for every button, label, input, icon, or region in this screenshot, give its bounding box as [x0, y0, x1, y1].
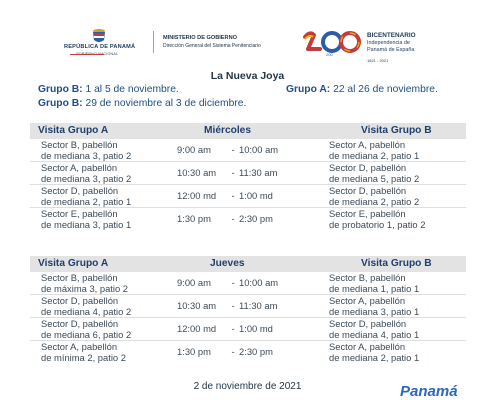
start-time: 1:30 pm: [177, 346, 211, 357]
group-b-cell: Sector B, pabellón de mediana 1, patio 1: [329, 272, 420, 294]
group-b-cell: Sector A, pabellón de mediana 2, patio 1: [329, 139, 420, 161]
group-a-cell: Sector A, pabellón de mediana 3, patio 2: [41, 162, 132, 184]
table-header: [30, 256, 466, 272]
header-right: Visita Grupo B: [361, 125, 432, 136]
group-schedule-3: [38, 98, 246, 109]
table-row: [30, 208, 466, 230]
schedule-table-thursday: [30, 256, 466, 363]
schedule-table-wednesday: [30, 123, 466, 230]
bicentenario-years: 1821 - 2021: [367, 58, 389, 63]
group-dates: 29 de noviembre al 3 de diciembre.: [82, 98, 247, 109]
group-dates: 1 al 5 de noviembre.: [82, 84, 179, 95]
table-row: [30, 295, 466, 318]
republic-sublabel: GOBIERNO NACIONAL: [76, 52, 119, 56]
time-separator: -: [231, 277, 235, 288]
end-time: 10:00 am: [239, 144, 279, 155]
header-day: Jueves: [210, 258, 245, 269]
end-time: 2:30 pm: [239, 213, 273, 224]
table-row: [30, 185, 466, 208]
group-label: Grupo B:: [38, 98, 83, 109]
group-a-cell: Sector D, pabellón de mediana 6, patio 2: [41, 318, 132, 340]
table-header: [30, 123, 466, 139]
start-time: 12:00 md: [177, 190, 217, 201]
group-b-cell: Sector E, pabellón de probatorio 1, patio 2: [329, 208, 426, 230]
start-time: 9:00 am: [177, 277, 211, 288]
group-label: Grupo A:: [286, 84, 331, 95]
time-separator: -: [231, 323, 235, 334]
group-b-cell: Sector D, pabellón de mediana 2, patio 2: [329, 185, 420, 207]
group-a-cell: Sector D, pabellón de mediana 4, patio 2: [41, 295, 132, 317]
group-a-cell: Sector D, pabellón de mediana 2, patio 1: [41, 185, 132, 207]
ministry-title: MINISTERIO DE GOBIERNO: [163, 35, 237, 41]
bicentenario-line-1: Independencia de: [367, 40, 410, 46]
group-b-cell: Sector D, pabellón de mediana 4, patio 1: [329, 318, 420, 340]
end-time: 1:00 md: [239, 323, 273, 334]
table-row: [30, 272, 466, 295]
time-separator: -: [231, 167, 235, 178]
group-a-cell: Sector B, pabellón de máxima 3, patio 2: [41, 272, 129, 294]
publication-date: 2 de noviembre de 2021: [193, 381, 302, 392]
page-header: [0, 0, 495, 62]
time-separator: -: [231, 300, 235, 311]
start-time: 1:30 pm: [177, 213, 211, 224]
group-a-cell: Sector A, pabellón de mínima 2, patio 2: [41, 341, 126, 363]
table-row: [30, 318, 466, 341]
group-a-cell: Sector E, pabellón de mediana 3, patio 1: [41, 208, 132, 230]
svg-text:200: 200: [326, 52, 333, 57]
end-time: 11:30 am: [239, 167, 278, 178]
group-label: Grupo B:: [38, 84, 83, 95]
header-divider: [153, 31, 154, 53]
time-separator: -: [231, 190, 235, 201]
republic-label: REPÚBLICA DE PANAMÁ: [64, 44, 136, 50]
bicentenario-logo-icon: [302, 27, 362, 57]
table-row: [30, 139, 466, 162]
time-separator: -: [231, 144, 235, 155]
table-row: [30, 341, 466, 363]
group-b-cell: Sector D, pabellón de mediana 5, patio 2: [329, 162, 420, 184]
header-left: Visita Grupo A: [38, 258, 109, 269]
header-left: Visita Grupo A: [38, 125, 109, 136]
group-b-cell: Sector A, pabellón de mediana 2, patio 1: [329, 341, 420, 363]
end-time: 2:30 pm: [239, 346, 273, 357]
brand-logo: Panamá: [400, 383, 458, 400]
end-time: 1:00 md: [239, 190, 273, 201]
start-time: 10:30 am: [177, 167, 217, 178]
ministry-subtitle: Dirección General del Sistema Penitenciario: [163, 43, 261, 49]
group-b-cell: Sector A, pabellón de mediana 3, patio 1: [329, 295, 420, 317]
header-right: Visita Grupo B: [361, 258, 432, 269]
group-schedule-2: [286, 84, 438, 95]
time-separator: -: [231, 213, 235, 224]
group-schedule-1: [38, 84, 179, 95]
coat-of-arms-icon: [89, 28, 109, 44]
start-time: 12:00 md: [177, 323, 217, 334]
bicentenario-line-2: Panamá de España: [367, 47, 415, 53]
page-title: La Nueva Joya: [210, 70, 285, 82]
end-time: 10:00 am: [239, 277, 279, 288]
group-dates: 22 al 26 de noviembre.: [330, 84, 438, 95]
time-separator: -: [231, 346, 235, 357]
bicentenario-title: BICENTENARIO: [367, 32, 416, 39]
header-day: Miércoles: [204, 125, 251, 136]
start-time: 10:30 am: [177, 300, 217, 311]
group-a-cell: Sector B, pabellón de mediana 3, patio 2: [41, 139, 132, 161]
start-time: 9:00 am: [177, 144, 211, 155]
end-time: 11:30 am: [239, 300, 278, 311]
table-row: [30, 162, 466, 185]
